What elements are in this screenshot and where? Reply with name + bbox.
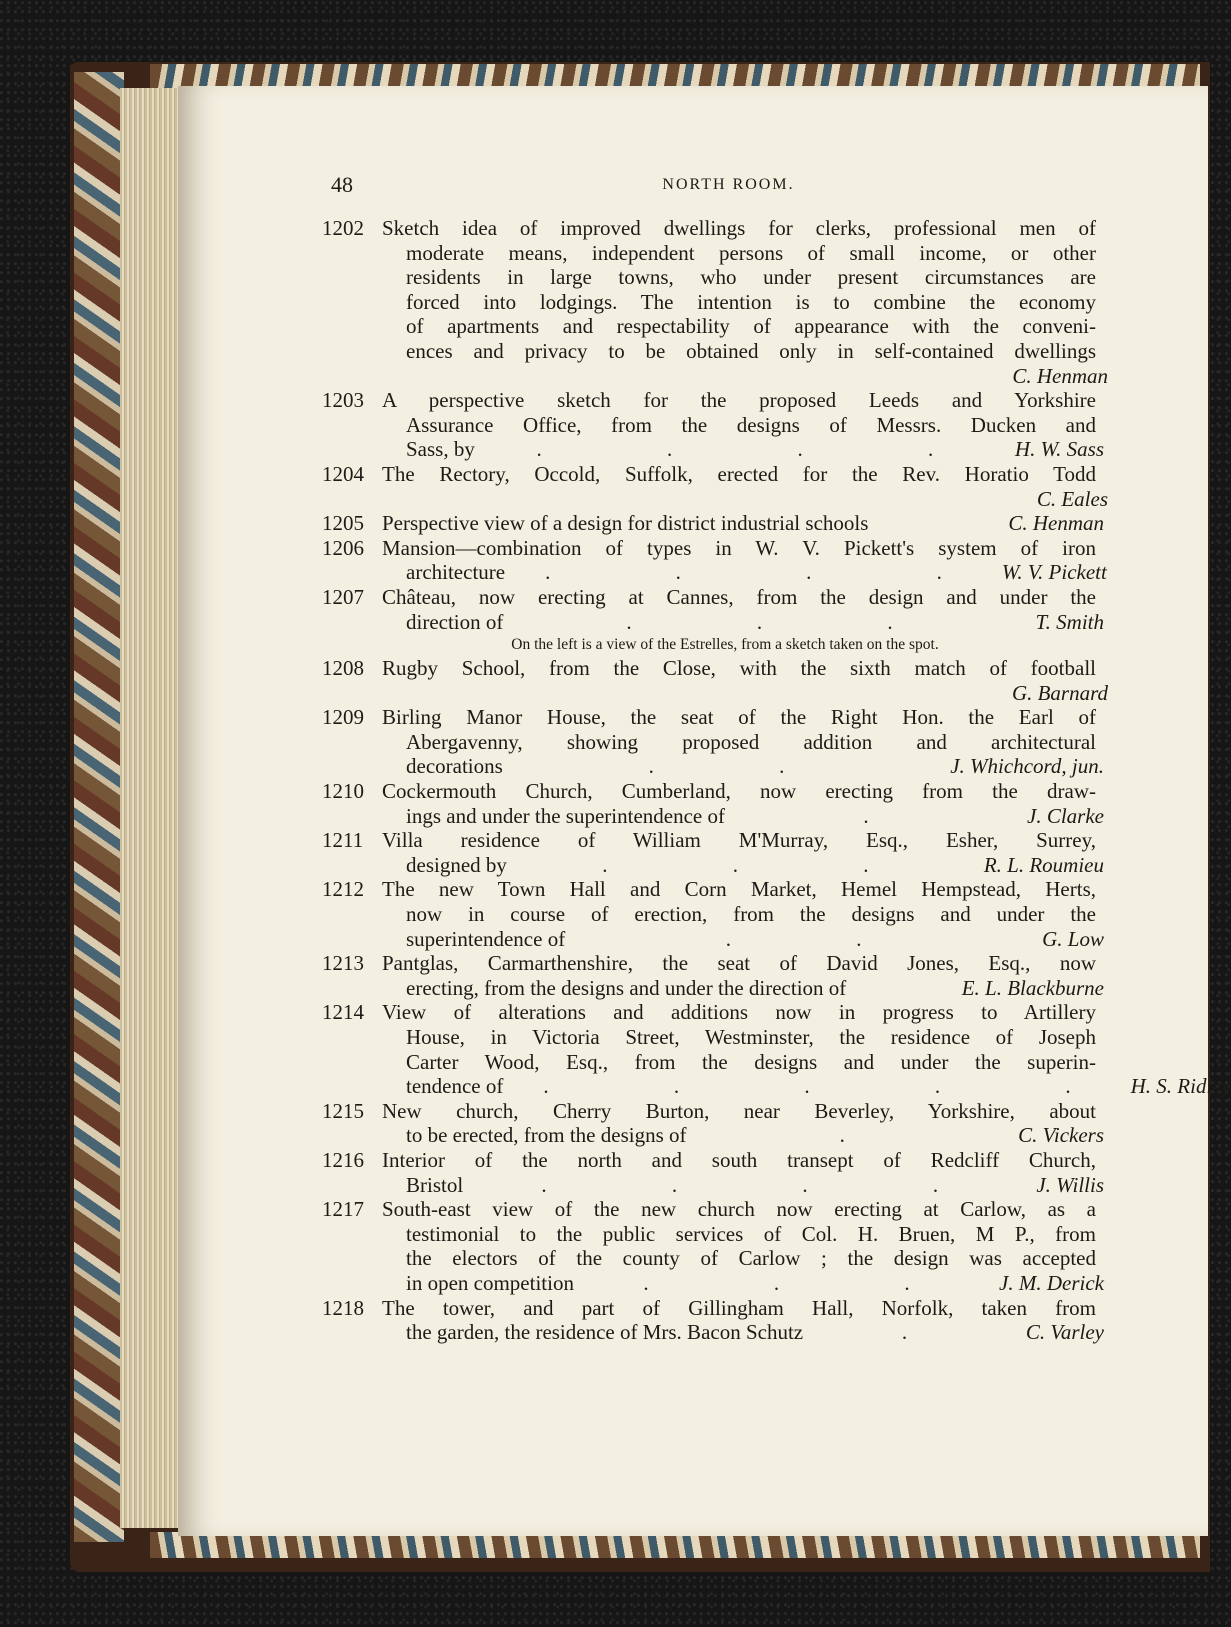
- entry-text-line: moderate means, independent persons of small income, or other: [406, 240, 1096, 265]
- entry-final-line: [322, 754, 1108, 779]
- entry-text-line: South-east view of the new church now erecting at Carlow, as a: [382, 1197, 1096, 1222]
- entry-text-line: architecture: [406, 560, 506, 585]
- entry-text-line: Château, now erecting at Cannes, from the design and under the: [382, 584, 1096, 609]
- entry-final-line: [322, 1074, 1231, 1099]
- entry-number: 1205: [322, 511, 364, 536]
- entry-text-line: Mansion—combination of types in W. V. Pickett's system of iron: [382, 535, 1096, 560]
- catalogue-entry: [322, 511, 1108, 536]
- entry-number: 1218: [322, 1295, 364, 1320]
- entry-number: 1208: [322, 656, 364, 681]
- entry-text-line: Assurance Office, from the designs of Messrs. Ducken and: [406, 412, 1096, 437]
- leader-dots: . . .: [643, 1270, 970, 1295]
- running-head: NORTH ROOM.: [662, 176, 795, 193]
- artist-name: J. M. Derick: [999, 1270, 1104, 1295]
- artist-name: C. Eales: [1036, 486, 1108, 511]
- entry-text-line: Birling Manor House, the seat of the Right Hon. the Earl of: [382, 705, 1096, 730]
- leader-dots: . . .: [626, 609, 953, 634]
- page-edges: [120, 88, 182, 1528]
- entry-text-line: Bristol: [406, 1172, 464, 1197]
- entry-text-line: now in course of erection, from the designs and under the: [406, 902, 1096, 927]
- entry-number: 1211: [322, 828, 364, 853]
- entry-final-line: [322, 1271, 1108, 1296]
- artist-name: C. Henman: [1012, 363, 1108, 388]
- entry-final-line: [322, 511, 1108, 536]
- artist-name: H. W. Sass: [1014, 437, 1104, 462]
- catalogue-entry: [322, 779, 1108, 828]
- leader-dots: . . . . .: [543, 1074, 1131, 1099]
- entry-number: 1217: [322, 1197, 364, 1222]
- entry-text-line: the electors of the county of Carlow ; the design was accepted: [406, 1246, 1096, 1271]
- page-number: 48: [331, 172, 353, 197]
- catalogue-entry: [322, 951, 1108, 1000]
- entry-text-line: the garden, the residence of Mrs. Bacon Schutz: [406, 1320, 804, 1345]
- entry-number: 1202: [322, 216, 364, 240]
- leader-spacer: [868, 511, 1008, 536]
- artist-name: C. Vickers: [1018, 1123, 1104, 1148]
- entry-number: 1204: [322, 461, 364, 486]
- artist-name: C. Henman: [1008, 511, 1104, 536]
- entry-number: 1215: [322, 1098, 364, 1123]
- leader-dots: . . . .: [545, 560, 1002, 585]
- entry-text-line: Abergavenny, showing proposed addition and architectural: [406, 729, 1096, 754]
- entry-text-line: Villa residence of William M'Murray, Esq., Esher, Surrey,: [382, 828, 1096, 853]
- artist-name: W. V. Pickett: [1001, 560, 1107, 585]
- artist-name: E. L. Blackburne: [961, 975, 1104, 1000]
- entry-number: 1209: [322, 705, 364, 730]
- entry-text-line: Cockermouth Church, Cumberland, now erecting from the draw-: [382, 779, 1096, 804]
- catalogue-entry: [322, 705, 1108, 779]
- entry-text-line: ings and under the superintendence of: [406, 803, 725, 828]
- entry-final-line: [322, 1320, 1108, 1345]
- entry-text-line: designed by: [406, 852, 507, 877]
- leader-dots: . .: [725, 926, 922, 951]
- catalogue-entry: [322, 536, 1108, 585]
- entry-final-line: [322, 437, 1108, 462]
- entry-number: 1216: [322, 1147, 364, 1172]
- entry-text-line: superintendence of: [406, 926, 566, 951]
- leader-dots: .: [839, 1123, 905, 1148]
- entry-number: 1206: [322, 535, 364, 560]
- leader-spacer: [846, 976, 961, 1001]
- catalogue-entry: [322, 462, 1108, 511]
- entry-number: 1212: [322, 877, 364, 902]
- artist-name: J. Willis: [1036, 1172, 1104, 1197]
- entry-final-line: [322, 610, 1108, 635]
- entry-text-line: The Rectory, Occold, Suffolk, erected for the Rev. Horatio Todd: [382, 461, 1096, 486]
- artist-name: R. L. Roumieu: [983, 852, 1104, 877]
- entry-text-line: forced into lodgings. The intention is to combine the economy: [406, 289, 1096, 314]
- entry-text-line: New church, Cherry Burton, near Beverley, Yorkshire, about: [382, 1098, 1096, 1123]
- entry-number: 1214: [322, 1000, 364, 1025]
- entry-final-line: [322, 976, 1108, 1001]
- entry-text-line: Sketch idea of improved dwellings for clerks, professional men of: [382, 216, 1096, 240]
- entry-text-line: Carter Wood, Esq., from the designs and under the superin-: [406, 1049, 1096, 1074]
- entry-number: 1207: [322, 584, 364, 609]
- entry-text-line: Sass, by: [406, 437, 475, 462]
- leader-dots: . . . .: [536, 437, 994, 462]
- entry-text-line: House, in Victoria Street, Westminster, the residence of Joseph: [406, 1025, 1096, 1049]
- entry-text-line: direction of: [406, 609, 504, 634]
- catalogue-entry: [322, 1148, 1108, 1197]
- entry-text-line: in open competition: [406, 1270, 574, 1295]
- catalogue-entry: [322, 1099, 1108, 1148]
- leader-dots: . . . .: [541, 1172, 999, 1197]
- catalogue-entry: [322, 1000, 1231, 1099]
- leader-dots: .: [863, 803, 929, 828]
- catalogue-entry: [322, 216, 1108, 388]
- entry-number: 1213: [322, 951, 364, 976]
- catalogue-entry: [322, 656, 1108, 705]
- entry-number: 1203: [322, 388, 364, 413]
- artist-name: T. Smith: [1035, 609, 1104, 634]
- entry-final-line: [322, 1173, 1108, 1198]
- catalogue-entry: [322, 388, 1108, 462]
- entry-note: On the left is a view of the Estrelles, from a sketch taken on the spot.: [511, 636, 939, 654]
- entry-final-line: [322, 853, 1108, 878]
- entry-text-line: Perspective view of a design for district industrial schools: [382, 511, 869, 536]
- entry-text-line: testimonial to the public services of Col. H. Bruen, M P., from: [406, 1221, 1096, 1246]
- entry-text-line: to be erected, from the designs of: [406, 1123, 687, 1148]
- entry-text-line: Rugby School, from the Close, with the sixth match of football: [382, 656, 1096, 681]
- artist-name: G. Low: [1042, 926, 1104, 951]
- leader-dots: .: [901, 1320, 968, 1345]
- entry-text-line: tendence of: [406, 1074, 504, 1099]
- catalogue-entry: [322, 877, 1108, 951]
- entry-text-line: A perspective sketch for the proposed Leeds and Yorkshire: [382, 388, 1096, 413]
- entry-text-line: Pantglas, Carmarthenshire, the seat of David Jones, Esq., now: [382, 951, 1096, 976]
- artist-name: J. Whichcord, jun.: [950, 754, 1104, 779]
- artist-name: C. Varley: [1025, 1320, 1104, 1345]
- catalogue-entry: [322, 585, 1108, 656]
- entry-text-line: Interior of the north and south transept of Redcliff Church,: [382, 1147, 1096, 1172]
- entry-text-line: residents in large towns, who under present circumstances are: [406, 265, 1096, 290]
- artist-name: G. Barnard: [1011, 680, 1108, 705]
- marbled-endpaper: [74, 72, 124, 1542]
- entry-final-line: [322, 927, 1108, 952]
- catalogue-entry: [322, 1296, 1108, 1345]
- entry-text-line: of apartments and respectability of appearance with the conveni-: [406, 314, 1096, 339]
- entry-text-line: decorations: [406, 754, 503, 779]
- catalogue-entries: [322, 216, 1231, 1345]
- artist-name: H. S. Ridley: [1130, 1074, 1231, 1099]
- entry-text-line: View of alterations and additions now in progress to Artillery: [382, 1000, 1096, 1025]
- artist-name: J. Clarke: [1027, 803, 1104, 828]
- entry-number: 1210: [322, 779, 364, 804]
- catalogue-entry: [322, 1197, 1108, 1295]
- entry-final-line: [322, 1123, 1108, 1148]
- entry-final-line: [322, 804, 1108, 829]
- entry-text-line: The new Town Hall and Corn Market, Hemel Hempstead, Herts,: [382, 877, 1096, 902]
- leader-dots: . .: [648, 754, 845, 779]
- entry-text-line: ences and privacy to be obtained only in self-contained dwellings: [406, 338, 1096, 363]
- leader-dots: . . .: [602, 852, 929, 877]
- entry-final-line: [322, 560, 1108, 585]
- page-header: [331, 172, 1096, 202]
- entry-text-line: erecting, from the designs and under the direction of: [406, 975, 847, 1000]
- catalogue-entry: [322, 828, 1108, 877]
- entry-text-line: The tower, and part of Gillingham Hall, Norfolk, taken from: [382, 1295, 1096, 1320]
